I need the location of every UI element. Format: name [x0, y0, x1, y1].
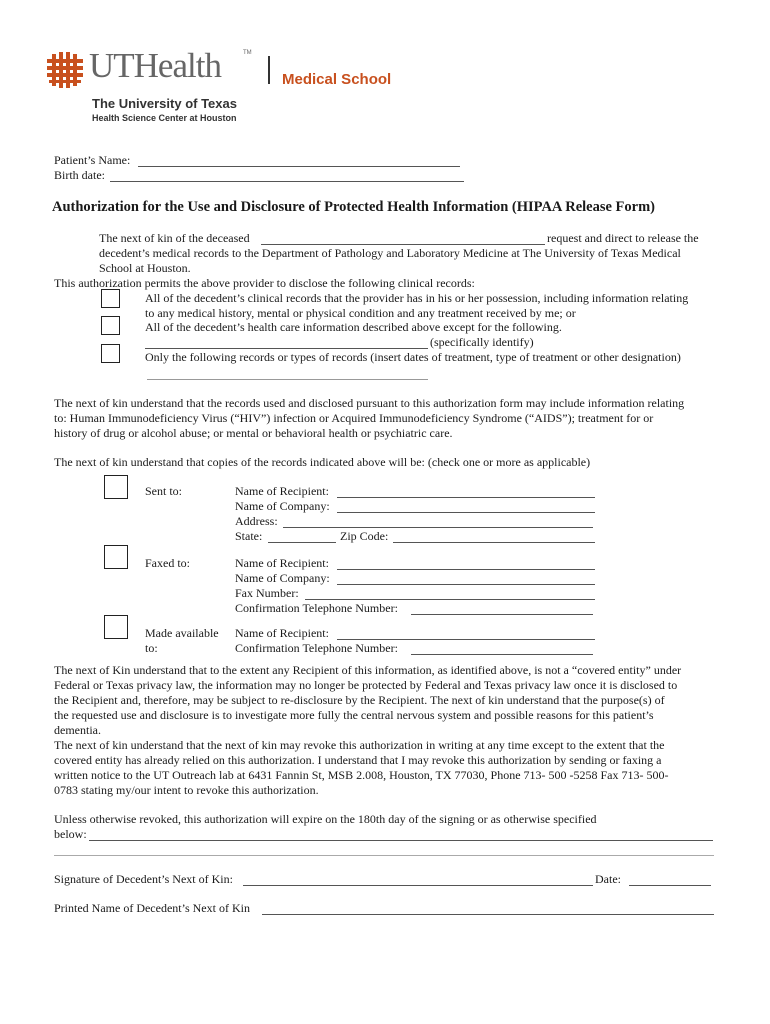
printed-name-field[interactable]	[262, 914, 714, 915]
patient-name-field[interactable]	[138, 166, 460, 167]
fax-confirm-label: Confirmation Telephone Number:	[235, 601, 398, 615]
fax-recipient-field[interactable]	[337, 569, 595, 570]
option-only-field[interactable]	[147, 379, 428, 380]
sent-state-field[interactable]	[268, 542, 336, 543]
intro-line1-a: The next of kin of the deceased	[99, 231, 250, 245]
university-name: The University of Texas	[92, 96, 237, 111]
sent-to-label: Sent to:	[145, 484, 183, 498]
made-available-checkbox[interactable]	[104, 615, 128, 639]
sent-address-label: Address:	[235, 514, 278, 528]
date-label: Date:	[595, 872, 621, 886]
hiv-para-l1: The next of kin understand that the records used and disclosed pursuant to this authorization form may include information relating	[54, 396, 685, 410]
sent-to-checkbox[interactable]	[104, 475, 128, 499]
expire-l1: Unless otherwise revoked, this authorization will expire on the 180th day of the signing or as otherwise specified	[54, 812, 597, 826]
birth-date-label: Birth date:	[54, 168, 105, 182]
date-field[interactable]	[629, 885, 711, 886]
fax-number-label: Fax Number:	[235, 586, 299, 600]
brand-wordmark	[89, 46, 221, 86]
uthealth-logo-mark-icon	[47, 52, 83, 88]
option-only-checkbox[interactable]	[101, 344, 120, 363]
kin-para-l3: the Recipient and, therefore, may be subject to re-disclosure by the Recipient. The next of kin understand that the purpose(s) of	[54, 693, 665, 707]
option-except-field[interactable]	[145, 348, 428, 349]
sent-zip-label: Zip Code:	[340, 529, 389, 543]
option-except-checkbox[interactable]	[101, 316, 120, 335]
intro-line2: decedent’s medical records to the Department of Pathology and Laboratory Medicine at The University of Texas Medical	[99, 246, 681, 260]
sent-recipient-field[interactable]	[337, 497, 595, 498]
made-available-label2: to:	[145, 641, 158, 655]
faxed-to-checkbox[interactable]	[104, 545, 128, 569]
fax-recipient-label: Name of Recipient:	[235, 556, 329, 570]
expire-specify-field[interactable]	[89, 840, 713, 841]
sent-address-field[interactable]	[283, 527, 593, 528]
made-available-label1: Made available	[145, 626, 219, 640]
sent-company-label: Name of Company:	[235, 499, 330, 513]
patient-name-label: Patient’s Name:	[54, 153, 131, 167]
hiv-para-l3: history of drug or alcohol abuse; or mental or behavioral health or psychiatric care.	[54, 426, 453, 440]
logo	[47, 46, 407, 124]
brand-health: Health	[133, 46, 221, 85]
option-except-line2: (specifically identify)	[430, 335, 534, 349]
option-only-line1: Only the following records or types of records (insert dates of treatment, type of treatment or other designation)	[145, 350, 681, 364]
kin-para-l9: 0783 stating my/our intent to revoke this authorization.	[54, 783, 319, 797]
option-all-records-checkbox[interactable]	[101, 289, 120, 308]
deceased-name-field[interactable]	[261, 244, 545, 245]
center-name: Health Science Center at Houston	[92, 113, 237, 123]
sent-zip-field[interactable]	[393, 542, 595, 543]
faxed-to-label: Faxed to:	[145, 556, 190, 570]
kin-para-l1: The next of Kin understand that to the extent any Recipient of this information, as identified above, is not a “covered entity” under	[54, 663, 682, 677]
fax-company-label: Name of Company:	[235, 571, 330, 585]
kin-para-l6: The next of kin understand that the next of kin may revoke this authorization in writing at any time except to the extent that the	[54, 738, 665, 752]
printed-name-label: Printed Name of Decedent’s Next of Kin	[54, 901, 250, 915]
school-name: Medical School	[282, 71, 392, 88]
expire-l2: below:	[54, 827, 87, 841]
option-all-records-line2: to any medical history, mental or physical condition and any treatment received by me; or	[145, 306, 576, 320]
option-all-records-line1: All of the decedent’s clinical records that the provider has in his or her possession, including information relating	[145, 291, 689, 305]
kin-para-l4: the requested use and disclosure is to investigate more fully the central nervous system and possible reasons for this patient’s	[54, 708, 654, 722]
made-confirm-label: Confirmation Telephone Number:	[235, 641, 398, 655]
form-title: Authorization for the Use and Disclosure of Protected Health Information (HIPAA Release Form)	[52, 199, 656, 215]
made-recipient-label: Name of Recipient:	[235, 626, 329, 640]
made-recipient-field[interactable]	[337, 639, 595, 640]
signature-field[interactable]	[243, 885, 593, 886]
intro-line3: School at Houston.	[99, 261, 191, 275]
sent-company-field[interactable]	[337, 512, 595, 513]
signature-label: Signature of Decedent’s Next of Kin:	[54, 872, 233, 886]
option-except-line1: All of the decedent’s health care information described above except for the following.	[145, 320, 562, 334]
kin-para-l8: written notice to the UT Outreach lab at 6431 Fannin St, MSB 2.008, Houston, TX 77030, Phone 713- 500 -5258 Fax 713- 500-	[54, 768, 669, 782]
copies-intro: The next of kin understand that copies of the records indicated above will be: (check one or more as applicable)	[54, 455, 591, 469]
kin-para-l7: covered entity has already relied on this authorization. I understand that I may revoke this authorization by sending or faxing a	[54, 753, 662, 767]
sent-state-label: State:	[235, 529, 263, 543]
fax-number-field[interactable]	[305, 599, 595, 600]
intro-line1-b: request and direct to release the	[547, 231, 699, 245]
hiv-para-l2: to: Human Immunodeficiency Virus (“HIV”) infection or Acquired Immunodeficiency Syndrome (“AIDS”); treatment for or	[54, 411, 654, 425]
kin-para-l2: Federal or Texas privacy law, the information may no longer be protected by Federal and Texas privacy law once it is disclosed to	[54, 678, 678, 692]
birth-date-field[interactable]	[110, 181, 464, 182]
fax-confirm-field[interactable]	[411, 614, 593, 615]
made-confirm-field[interactable]	[411, 654, 593, 655]
permit-text: This authorization permits the above provider to disclose the following clinical records:	[54, 276, 475, 290]
expire-specify-field-2[interactable]	[54, 855, 714, 856]
brand-ut: UT	[89, 46, 134, 85]
kin-para-l5: dementia.	[54, 723, 101, 737]
fax-company-field[interactable]	[337, 584, 595, 585]
sent-recipient-label: Name of Recipient:	[235, 484, 329, 498]
logo-divider	[268, 56, 270, 84]
trademark: TM	[243, 50, 252, 56]
